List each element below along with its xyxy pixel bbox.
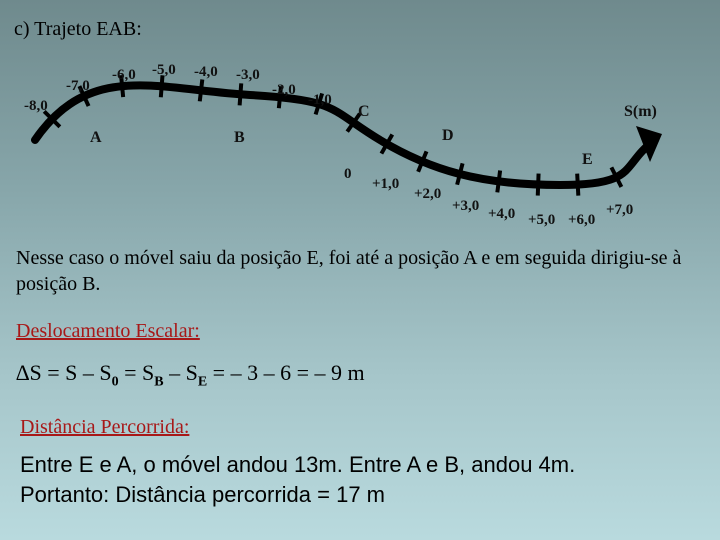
section-title: c) Trajeto EAB: — [14, 18, 142, 40]
equation-part: = – 3 – 6 = – 9 m — [207, 360, 365, 385]
tick-label: 0 — [344, 166, 352, 182]
point-label-b: B — [234, 129, 245, 146]
point-label-c: C — [358, 103, 370, 120]
tick-mark — [457, 163, 462, 184]
tick-label: +5,0 — [528, 212, 556, 228]
heading-distancia: Distância Percorrida: — [20, 416, 190, 438]
tick-label: -5,0 — [152, 62, 176, 78]
tick-label: -4,0 — [194, 64, 218, 80]
point-label-d: D — [442, 127, 454, 144]
equation — [16, 360, 365, 390]
tick-label: -7,0 — [66, 78, 90, 94]
point-label-e: E — [582, 151, 593, 168]
tick-mark — [497, 170, 500, 192]
tick-mark — [538, 174, 539, 196]
distance-line-1: Entre E e A, o móvel andou 13m. Entre A e B, andou 4m. — [20, 452, 576, 477]
tick-mark — [161, 75, 163, 97]
tick-label: -6,0 — [112, 67, 136, 83]
equation-part: – S — [163, 360, 198, 385]
tick-mark — [577, 174, 578, 196]
equation-subscript: 0 — [111, 374, 119, 390]
paragraph-description: Nesse caso o móvel saiu da posição E, foi até a posição A e em seguida dirigiu-se à posição B. — [16, 247, 682, 295]
tick-label: -3,0 — [236, 67, 260, 83]
tick-label: +4,0 — [488, 206, 516, 222]
tick-label: +2,0 — [414, 186, 442, 202]
heading-deslocamento: Deslocamento Escalar: — [16, 320, 200, 342]
tick-label: -2,0 — [272, 82, 296, 98]
tick-label: -8,0 — [24, 98, 48, 114]
equation-subscript: B — [154, 374, 164, 390]
tick-label: -1,0 — [308, 92, 332, 108]
equation-part: = S — [118, 360, 155, 385]
tick-label: +6,0 — [568, 212, 596, 228]
tick-label: +7,0 — [606, 202, 634, 218]
trajectory-diagram — [0, 0, 720, 240]
equation-part: ∆S = S – S — [16, 360, 112, 385]
tick-label: +1,0 — [372, 176, 400, 192]
paragraph-distance — [20, 450, 710, 510]
tick-label: +3,0 — [452, 198, 480, 214]
point-label-a: A — [90, 129, 102, 146]
tick-mark — [240, 83, 242, 105]
equation-subscript: E — [197, 374, 208, 390]
tick-mark — [200, 79, 203, 101]
distance-line-2: Portanto: Distância percorrida = 17 m — [20, 482, 386, 507]
axis-label: S(m) — [624, 103, 657, 120]
